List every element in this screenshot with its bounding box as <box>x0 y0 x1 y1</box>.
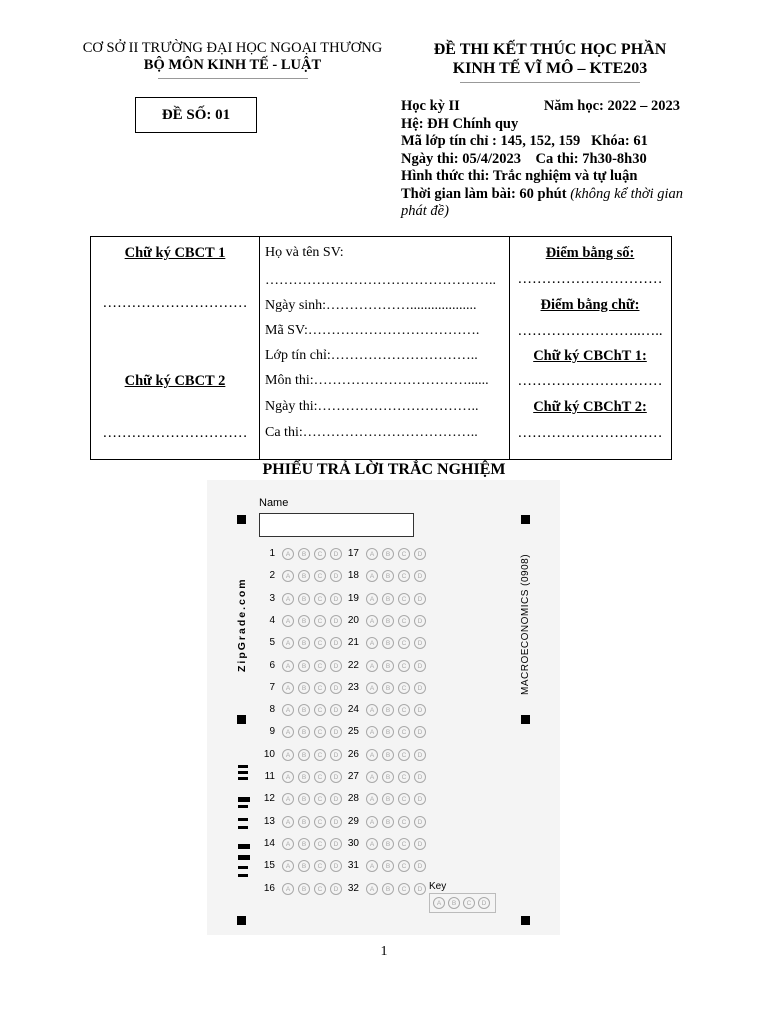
student-info-column <box>259 237 510 459</box>
exam-info <box>401 98 711 221</box>
grader1-label: Chữ ký CBChT 1: <box>533 348 647 364</box>
answer-bubble[interactable]: A <box>282 771 294 783</box>
registration-mark <box>237 715 246 724</box>
registration-mark <box>237 916 246 925</box>
answer-bubble[interactable]: B <box>382 749 394 761</box>
answer-bubble[interactable]: A <box>366 771 378 783</box>
question-number: 18 <box>347 570 359 582</box>
exam-code: ĐỀ SỐ: 01 <box>161 106 231 123</box>
system: Hệ: ĐH Chính quy <box>401 115 519 132</box>
proctor1-line: ………………………… <box>102 295 248 311</box>
answer-bubble[interactable]: D <box>414 682 426 694</box>
question-number: 16 <box>263 882 275 894</box>
answer-bubble[interactable]: A <box>282 637 294 649</box>
answer-bubble[interactable]: B <box>382 838 394 850</box>
answer-bubble[interactable]: B <box>298 593 310 605</box>
answer-bubble[interactable]: C <box>398 660 410 672</box>
answer-bubble[interactable]: A <box>366 682 378 694</box>
answer-bubble[interactable]: B <box>382 570 394 582</box>
grader2-label: Chữ ký CBChT 2: <box>533 399 647 415</box>
answer-bubble[interactable]: D <box>414 593 426 605</box>
question-number: 20 <box>347 614 359 626</box>
exam-code-box <box>135 97 257 133</box>
timing-mark <box>238 866 248 869</box>
registration-mark <box>237 515 246 524</box>
registration-mark <box>521 515 530 524</box>
answer-bubble[interactable]: A <box>366 816 378 828</box>
answer-bubble[interactable]: B <box>298 883 310 895</box>
answer-bubble[interactable]: A <box>282 883 294 895</box>
student-id-field[interactable]: Mã SV:………………………………. <box>265 323 480 338</box>
answer-bubble[interactable]: A <box>366 749 378 761</box>
answer-bubble[interactable]: D <box>414 793 426 805</box>
answer-bubble[interactable]: C <box>314 749 326 761</box>
answer-bubble[interactable]: D <box>330 682 342 694</box>
answer-bubble[interactable]: A <box>366 883 378 895</box>
timing-mark <box>238 797 250 802</box>
student-name-line[interactable]: ………………………………………….. <box>265 273 496 288</box>
answer-bubble[interactable]: A <box>366 660 378 672</box>
answer-bubble[interactable]: B <box>298 637 310 649</box>
question-number: 11 <box>264 771 275 782</box>
answer-bubble[interactable]: C <box>314 860 326 872</box>
course-title: KINH TẾ VĨ MÔ – KTE203 <box>452 60 648 77</box>
answer-bubble[interactable]: A <box>282 660 294 672</box>
answer-bubble[interactable]: B <box>298 660 310 672</box>
answer-bubble[interactable]: D <box>330 838 342 850</box>
grader1-line: ………………………… <box>517 373 663 389</box>
answer-bubble[interactable]: C <box>398 726 410 738</box>
answer-bubble[interactable]: B <box>382 682 394 694</box>
divider <box>158 78 308 79</box>
answer-bubble[interactable]: D <box>414 704 426 716</box>
registration-mark <box>521 715 530 724</box>
score-number-label: Điểm bằng số: <box>545 245 635 261</box>
answer-bubble[interactable]: D <box>414 726 426 738</box>
answer-bubble[interactable]: A <box>366 593 378 605</box>
question-number: 14 <box>263 837 275 849</box>
answer-bubble[interactable]: B <box>298 570 310 582</box>
school-header <box>60 40 405 79</box>
answer-bubble[interactable]: D <box>330 883 342 895</box>
proctor1-label: Chữ ký CBCT 1 <box>124 245 226 261</box>
answer-bubble[interactable]: C <box>398 704 410 716</box>
answer-bubble[interactable]: D <box>414 860 426 872</box>
info-row <box>401 98 711 116</box>
answer-bubble[interactable]: B <box>382 660 394 672</box>
answer-bubble[interactable]: B <box>298 838 310 850</box>
signature-table <box>90 236 672 460</box>
question-number: 19 <box>347 592 359 604</box>
answer-bubble[interactable]: C <box>398 593 410 605</box>
class-field[interactable]: Lớp tín chỉ:………………………….. <box>265 348 478 363</box>
answer-bubble[interactable]: C <box>314 793 326 805</box>
question-number: 6 <box>269 659 275 671</box>
answer-bubble[interactable]: D <box>414 771 426 783</box>
question-number: 28 <box>347 793 359 805</box>
registration-mark <box>521 916 530 925</box>
answer-bubble[interactable]: B <box>382 726 394 738</box>
score-words-line: ……………………..….. <box>517 323 663 339</box>
answer-bubble[interactable]: A <box>282 682 294 694</box>
answer-bubble[interactable]: B <box>298 860 310 872</box>
name-label: Name <box>259 497 289 509</box>
answer-bubble[interactable]: C <box>314 883 326 895</box>
exam-date: Ngày thi: 05/4/2023 <box>401 150 522 167</box>
proctor2-label: Chữ ký CBCT 2 <box>124 373 226 389</box>
answer-bubble[interactable]: D <box>330 793 342 805</box>
question-number: 12 <box>263 793 275 805</box>
answer-bubble[interactable]: C <box>398 637 410 649</box>
answer-bubble[interactable]: A <box>282 615 294 627</box>
answer-bubble[interactable]: A <box>282 704 294 716</box>
question-number: 24 <box>347 704 359 716</box>
answer-bubble[interactable]: C <box>314 682 326 694</box>
grader-column <box>509 237 671 459</box>
dob-field[interactable]: Ngày sinh:………………................... <box>265 298 477 313</box>
grader2-line: ………………………… <box>517 425 663 441</box>
answer-bubble[interactable]: B <box>382 615 394 627</box>
answer-bubble[interactable]: D <box>330 749 342 761</box>
shift-field[interactable]: Ca thi:……………………………….. <box>265 425 478 440</box>
timing-mark <box>238 844 250 849</box>
answer-bubble[interactable]: D <box>330 593 342 605</box>
answer-bubble[interactable]: A <box>366 548 378 560</box>
answer-bubble[interactable]: A <box>282 570 294 582</box>
answer-sheet-title: PHIẾU TRẢ LỜI TRẮC NGHIỆM <box>262 461 506 478</box>
answer-bubble[interactable]: A <box>366 860 378 872</box>
answer-bubble[interactable]: B <box>382 548 394 560</box>
info-row <box>401 151 711 169</box>
answer-bubble[interactable]: B <box>298 771 310 783</box>
answer-bubble[interactable]: D <box>330 615 342 627</box>
answer-bubble[interactable]: B <box>298 816 310 828</box>
question-number: 15 <box>263 860 275 872</box>
name-input[interactable] <box>259 513 414 537</box>
answer-bubble[interactable]: D <box>330 726 342 738</box>
timing-mark <box>238 765 248 768</box>
school-year: Năm học: 2022 – 2023 <box>543 98 680 114</box>
answer-bubble[interactable]: C <box>314 593 326 605</box>
answer-bubble[interactable]: B <box>382 593 394 605</box>
key-bubble[interactable]: A <box>433 897 445 909</box>
answer-bubble[interactable]: D <box>330 570 342 582</box>
answer-bubble[interactable]: C <box>398 615 410 627</box>
answer-bubble[interactable]: D <box>330 816 342 828</box>
answer-bubble[interactable]: A <box>282 793 294 805</box>
proctor2-line: ………………………… <box>102 425 248 441</box>
timing-mark <box>238 826 248 829</box>
exam-shift: Ca thi: 7h30-8h30 <box>535 150 647 167</box>
answer-bubble[interactable]: B <box>382 860 394 872</box>
semester: Học kỳ II <box>401 98 460 114</box>
answer-bubble[interactable]: C <box>314 704 326 716</box>
answer-bubble[interactable]: B <box>298 793 310 805</box>
answer-bubble[interactable]: D <box>330 771 342 783</box>
key-bubble[interactable]: C <box>463 897 475 909</box>
answer-bubble[interactable]: C <box>398 793 410 805</box>
question-number: 8 <box>269 704 275 716</box>
question-number: 31 <box>347 860 359 872</box>
timing-mark <box>238 805 248 808</box>
timing-mark <box>238 855 250 860</box>
answer-bubble[interactable]: C <box>314 726 326 738</box>
exam-form: Hình thức thi: Trắc nghiệm và tự luận <box>401 168 638 184</box>
answer-bubble[interactable]: D <box>414 570 426 582</box>
exam-date-field[interactable]: Ngày thi:…………………………….. <box>265 399 479 414</box>
answer-bubble[interactable]: D <box>414 838 426 850</box>
question-number: 17 <box>347 548 359 559</box>
question-number: 21 <box>347 637 359 649</box>
answer-bubble[interactable]: C <box>314 548 326 560</box>
duration-note: (không kể thời gian phát đề) <box>401 185 684 219</box>
answer-bubble[interactable]: B <box>382 793 394 805</box>
question-number: 27 <box>347 771 359 782</box>
info-row <box>401 133 711 151</box>
answer-bubble[interactable]: B <box>382 816 394 828</box>
duration: Thời gian làm bài: 60 phút <box>401 185 567 202</box>
page-number: 1 <box>380 944 388 959</box>
answer-bubble[interactable]: A <box>366 615 378 627</box>
answer-bubble[interactable]: C <box>314 615 326 627</box>
question-number: 9 <box>269 726 275 738</box>
exam-title: ĐỀ THI KẾT THÚC HỌC PHẦN <box>433 41 667 58</box>
answer-bubble[interactable]: B <box>382 637 394 649</box>
score-number-line: ………………………… <box>517 271 663 287</box>
answer-bubble[interactable]: B <box>298 726 310 738</box>
answer-bubble[interactable]: B <box>382 704 394 716</box>
question-number: 29 <box>347 815 359 827</box>
student-name-label[interactable]: Họ và tên SV: <box>265 245 344 260</box>
answer-bubble[interactable]: A <box>282 860 294 872</box>
answer-bubble[interactable]: C <box>398 838 410 850</box>
answer-bubble[interactable]: A <box>282 548 294 560</box>
timing-mark <box>238 777 248 780</box>
answer-bubble[interactable]: C <box>398 816 410 828</box>
answer-bubble[interactable]: C <box>314 771 326 783</box>
subject-field[interactable]: Môn thi:……………………………...... <box>265 373 489 388</box>
answer-bubble[interactable]: C <box>398 682 410 694</box>
answer-bubble[interactable]: D <box>330 860 342 872</box>
question-number: 1 <box>269 548 275 559</box>
exam-header <box>395 40 705 83</box>
answer-bubble[interactable]: B <box>382 883 394 895</box>
score-words-label: Điểm bằng chữ: <box>540 297 640 313</box>
answer-bubble[interactable]: D <box>414 637 426 649</box>
class-codes: Mã lớp tín chỉ : 145, 152, 159 <box>401 133 581 149</box>
timing-mark <box>238 818 248 821</box>
answer-bubble[interactable]: A <box>282 749 294 761</box>
answer-bubble[interactable]: C <box>314 816 326 828</box>
school-name: CƠ SỞ II TRƯỜNG ĐẠI HỌC NGOẠI THƯƠNG <box>82 40 383 56</box>
answer-bubble[interactable]: D <box>414 548 426 560</box>
answer-bubble[interactable]: D <box>414 883 426 895</box>
question-number: 23 <box>347 681 359 693</box>
question-number: 5 <box>269 637 275 649</box>
info-row <box>401 186 711 221</box>
answer-bubble[interactable]: A <box>366 793 378 805</box>
question-number: 2 <box>269 570 275 582</box>
answer-bubble[interactable]: D <box>414 660 426 672</box>
answer-bubble[interactable]: C <box>314 838 326 850</box>
question-number: 10 <box>263 748 275 760</box>
answer-bubble[interactable]: A <box>366 704 378 716</box>
department-name: BỘ MÔN KINH TẾ - LUẬT <box>143 57 322 73</box>
answer-bubble[interactable]: D <box>330 548 342 560</box>
answer-bubble[interactable]: D <box>330 704 342 716</box>
question-number: 3 <box>269 592 275 604</box>
question-number: 32 <box>347 882 359 894</box>
zipgrade-logo: ZipGrade.com <box>236 577 248 672</box>
answer-bubble[interactable]: C <box>398 860 410 872</box>
question-number: 7 <box>269 681 275 693</box>
subject-code-label: MACROECONOMICS (0908) <box>520 553 531 695</box>
question-number: 4 <box>269 614 275 626</box>
question-number: 13 <box>263 815 275 827</box>
answer-bubble[interactable]: A <box>366 637 378 649</box>
cohort: Khóa: 61 <box>591 133 648 149</box>
answer-bubble[interactable]: A <box>282 838 294 850</box>
answer-bubble[interactable]: C <box>314 570 326 582</box>
answer-bubble[interactable]: B <box>382 771 394 783</box>
answer-bubble[interactable]: C <box>314 637 326 649</box>
key-bubble[interactable]: B <box>448 897 460 909</box>
answer-bubble[interactable]: C <box>398 883 410 895</box>
answer-bubble[interactable]: B <box>298 749 310 761</box>
key-bubble[interactable]: D <box>478 897 490 909</box>
timing-mark <box>238 874 248 877</box>
question-number: 22 <box>347 659 359 671</box>
answer-bubble[interactable]: D <box>330 637 342 649</box>
answer-bubble[interactable]: B <box>298 704 310 716</box>
answer-bubble[interactable]: A <box>366 838 378 850</box>
answer-bubble[interactable]: C <box>398 749 410 761</box>
answer-bubble[interactable]: D <box>414 749 426 761</box>
answer-bubble[interactable]: A <box>366 570 378 582</box>
answer-bubble[interactable]: C <box>398 548 410 560</box>
question-number: 30 <box>347 837 359 849</box>
answer-bubble[interactable]: B <box>298 548 310 560</box>
answer-bubble[interactable]: A <box>282 816 294 828</box>
answer-sheet <box>207 480 560 935</box>
answer-bubble[interactable]: D <box>330 660 342 672</box>
answer-bubble[interactable]: A <box>366 726 378 738</box>
answer-bubble[interactable]: B <box>298 682 310 694</box>
timing-mark <box>238 771 248 774</box>
proctor-column <box>91 237 260 459</box>
key-box <box>429 893 496 913</box>
answer-bubble[interactable]: C <box>398 570 410 582</box>
answer-bubble[interactable]: B <box>298 615 310 627</box>
question-number: 25 <box>347 726 359 738</box>
answer-bubble[interactable]: C <box>314 660 326 672</box>
divider <box>460 82 640 83</box>
question-number: 26 <box>347 748 359 760</box>
key-label: Key <box>429 881 447 892</box>
answer-bubble[interactable]: A <box>282 593 294 605</box>
answer-bubble[interactable]: D <box>414 816 426 828</box>
answer-bubble[interactable]: A <box>282 726 294 738</box>
answer-bubble[interactable]: D <box>414 615 426 627</box>
answer-bubble[interactable]: C <box>398 771 410 783</box>
